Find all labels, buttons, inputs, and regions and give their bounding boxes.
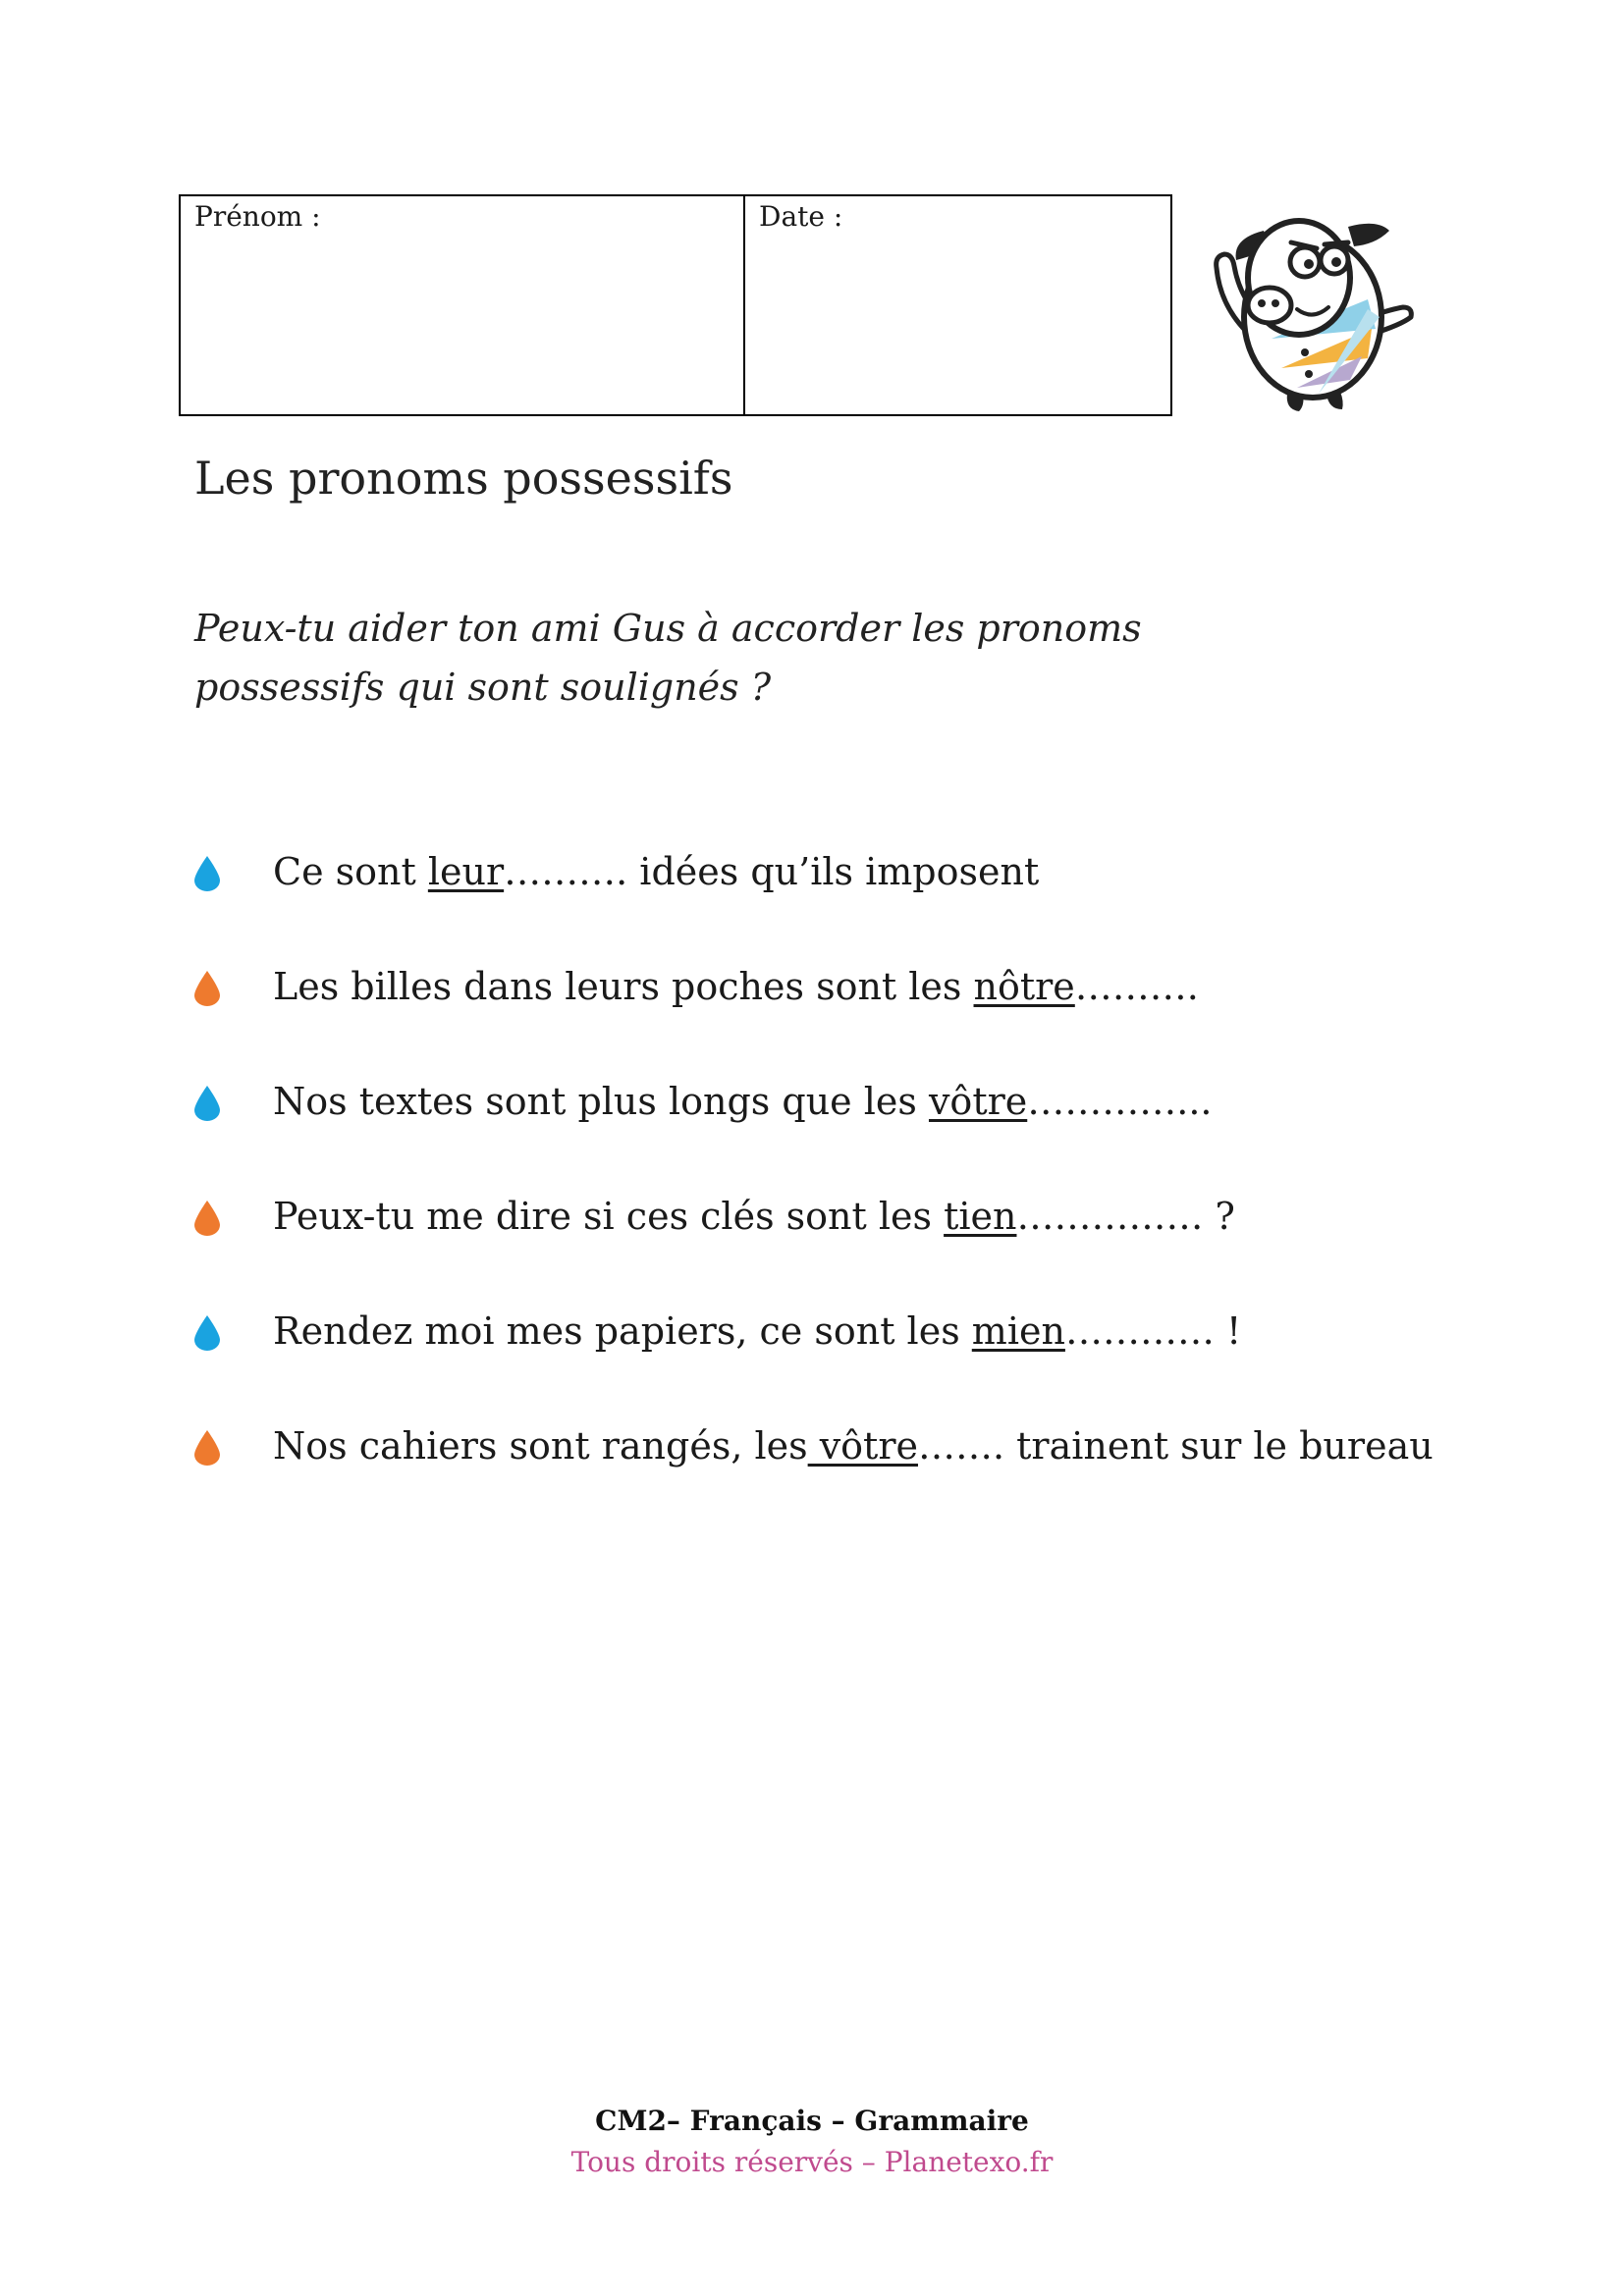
sentence-start: Peux-tu me dire si ces clés sont les [273,1195,945,1238]
sentence-end: ……. trainent sur le bureau [917,1424,1434,1468]
instruction-text: Peux-tu aider ton ami Gus à accorder les pronoms possessifs qui sont soulignés ? [194,607,1142,709]
sentence-end: ………. [1074,965,1199,1008]
drop-bullet-shape [194,1315,220,1351]
sentence-end: …………… ? [1016,1195,1235,1238]
sentence-start: Les billes dans leurs poches sont les [273,965,974,1008]
exercise-sentence [273,1418,1434,1473]
drop-bullet-shape [194,1430,220,1466]
drop-bullet-icon [194,1315,220,1351]
exercise-sentence [273,959,1199,1014]
exercise-sentence [273,1189,1235,1244]
exercise-item [194,844,1471,959]
sentence-start: Nos cahiers sont rangés, les [273,1424,808,1468]
course-label: CM2– Français – Grammaire [595,2105,1029,2137]
exercise-sentence [273,1304,1241,1359]
exercise-item [194,1418,1471,1533]
copyright-link[interactable]: Tous droits réservés – Planetexo.fr [570,2146,1054,2178]
sentence-start: Nos textes sont plus longs que les [273,1080,929,1123]
underlined-pronoun[interactable]: leur [427,850,505,893]
drop-bullet-shape [194,1201,220,1236]
exercise-sentence [273,1074,1213,1129]
drop-bullet-shape [194,971,220,1006]
drop-bullet-icon [194,856,220,891]
underlined-pronoun[interactable]: nôtre [973,965,1075,1008]
underlined-pronoun[interactable]: mien [971,1309,1065,1353]
underlined-pronoun[interactable]: tien [944,1195,1017,1238]
date-label: Date : [759,200,843,233]
name-label: Prénom : [194,200,321,233]
exercise-item [194,1074,1471,1189]
exercise-item [194,959,1471,1074]
underlined-pronoun[interactable]: vôtre [928,1080,1028,1123]
sentence-end: ………… ! [1064,1309,1242,1353]
sentence-end: …………... [1027,1080,1213,1123]
exercise-item [194,1304,1471,1418]
exercise-item [194,1189,1471,1304]
page-title: Les pronoms possessifs [194,452,733,505]
exercise-sentence [273,844,1039,899]
gus-mascot-icon [1203,191,1419,417]
drop-bullet-icon [194,1201,220,1236]
date-field[interactable] [745,196,1170,414]
drop-bullet-icon [194,1430,220,1466]
drop-bullet-shape [194,856,220,891]
sentence-start: Ce sont [273,850,428,893]
sentence-start: Rendez moi mes papiers, ce sont les [273,1309,972,1353]
drop-bullet-icon [194,971,220,1006]
drop-bullet-icon [194,1086,220,1121]
underlined-pronoun[interactable]: vôtre [807,1424,918,1468]
name-field[interactable] [181,196,745,414]
student-info-box [179,194,1172,416]
page-footer [0,2101,1624,2183]
drop-bullet-shape [194,1086,220,1121]
exercise-list [194,844,1471,1533]
sentence-end: ………. idées qu’ils imposent [504,850,1040,893]
